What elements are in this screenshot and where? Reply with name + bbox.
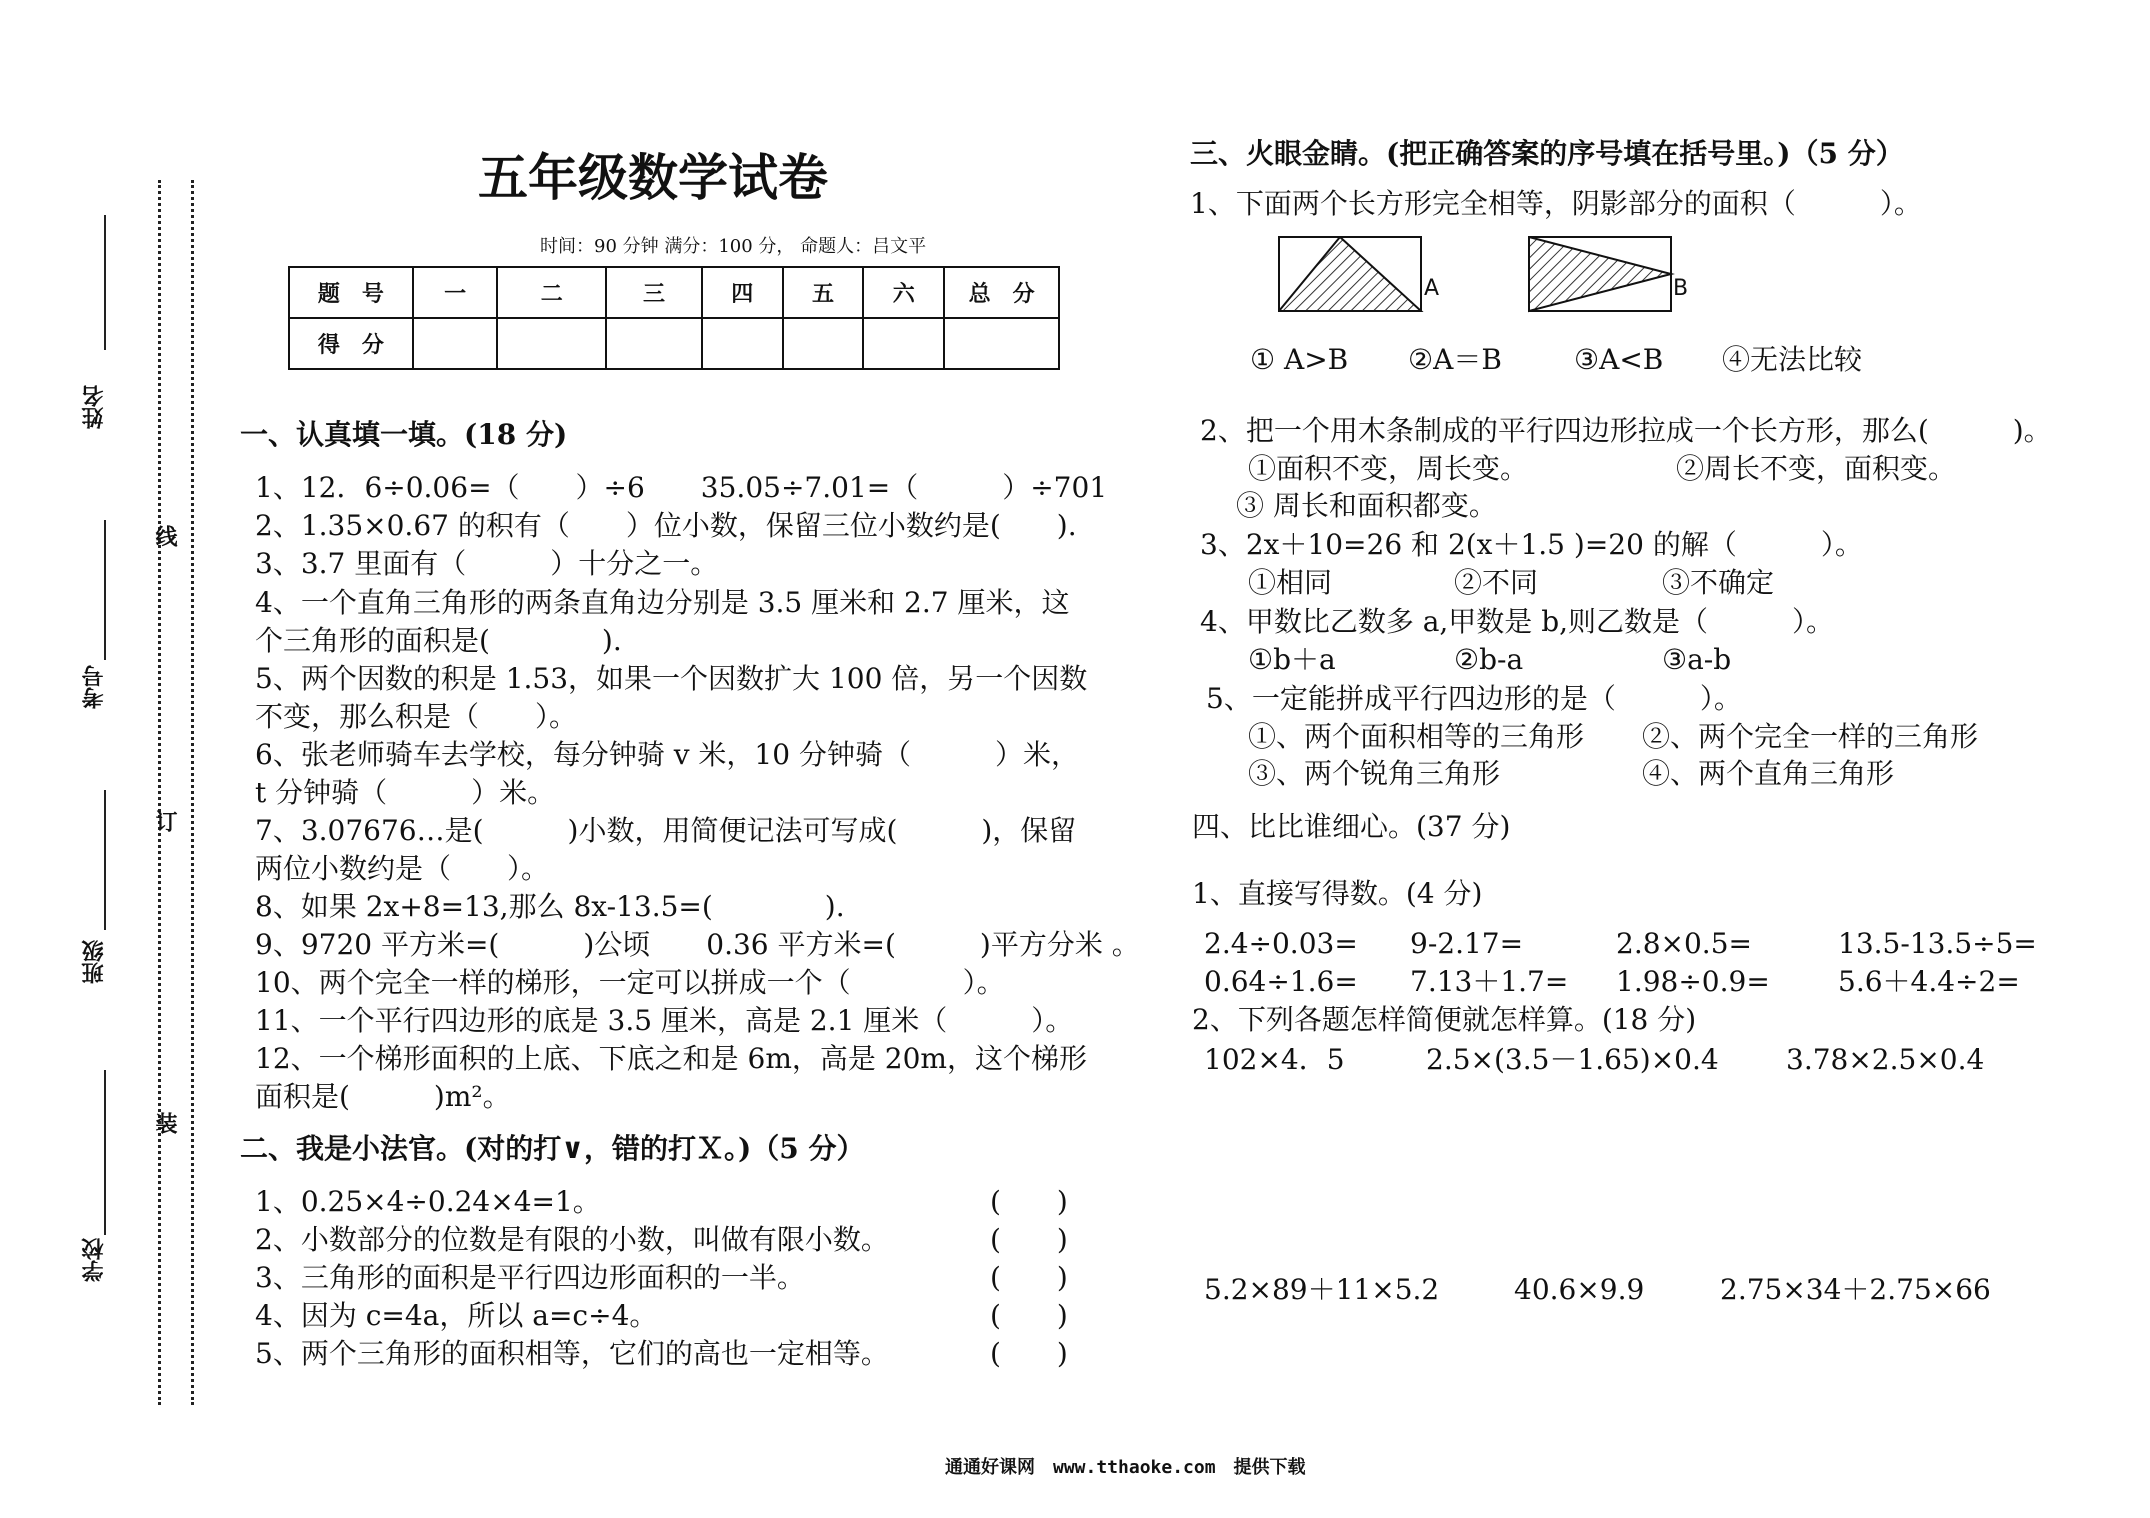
binding-dotted-line-outer — [191, 180, 194, 1405]
score-header-cell: 题 号 — [289, 267, 413, 318]
s1-line: 7、3.07676…是( )小数，用简便记法可写成( )，保留 — [255, 814, 1077, 847]
judge-item: 2、小数部分的位数是有限的小数，叫做有限小数。 — [255, 1223, 889, 1256]
s3-q5: 5、一定能拼成平行四边形的是（ ）。 — [1206, 682, 1742, 715]
s3-q1-option[interactable]: ① A>B — [1250, 343, 1349, 376]
page-title: 五年级数学试卷 — [478, 149, 828, 207]
calc-item: 2.4÷0.03= — [1204, 927, 1358, 960]
s1-line: 1、12．6÷0.06=（ ）÷6 35.05÷7.01=（ ）÷701 — [255, 471, 1108, 504]
judge-answer-paren[interactable]: ( ) — [990, 1337, 1068, 1370]
s1-line: t 分钟骑（ ）米。 — [255, 776, 556, 809]
calc-item: 7.13＋1.7= — [1410, 965, 1569, 998]
figure-label-b: B — [1673, 276, 1689, 301]
judge-item: 4、因为 c=4a，所以 a=c÷4。 — [255, 1299, 658, 1332]
simplify-item: 2.5×(3.5－1.65)×0.4 — [1426, 1043, 1719, 1076]
score-input-cell[interactable] — [606, 318, 702, 369]
rectangle-figure-b — [1528, 236, 1684, 314]
s3-q4-option[interactable]: ②b-a — [1454, 643, 1524, 676]
s3-q3: 3、2x＋10=26 和 2(x＋1.5 )=20 的解（ ）。 — [1200, 528, 1863, 561]
score-header-cell: 总 分 — [944, 267, 1059, 318]
s3-q3-option[interactable]: ②不同 — [1454, 566, 1539, 599]
class-blank — [104, 790, 106, 930]
s1-line: 3、3.7 里面有（ ）十分之一。 — [255, 547, 719, 580]
simplify-item: 5.2×89＋11×5.2 — [1204, 1273, 1440, 1306]
s4-sub2: 2、下列各题怎样简便就怎样算。(18 分) — [1192, 1003, 1697, 1036]
s1-line: 2、1.35×0.67 的积有（ ）位小数，保留三位小数约是( ). — [255, 509, 1077, 542]
section4-heading: 四、比比谁细心。(37 分) — [1192, 810, 1511, 843]
s3-q2-option[interactable]: ②周长不变，面积变。 — [1676, 452, 1957, 485]
judge-item: 1、0.25×4÷0.24×4=1。 — [255, 1185, 601, 1218]
s3-q4-option[interactable]: ①b＋a — [1248, 643, 1336, 676]
class-label: 班级 — [81, 940, 107, 984]
judge-answer-paren[interactable]: ( ) — [990, 1261, 1068, 1294]
s1-line: 5、两个因数的积是 1.53，如果一个因数扩大 100 倍，另一个因数 — [255, 662, 1088, 695]
s3-q5-option[interactable]: ④、两个直角三角形 — [1642, 757, 1895, 790]
section3-heading: 三、火眼金睛。(把正确答案的序号填在括号里。)（5 分） — [1190, 137, 1904, 170]
score-header-cell: 一 — [413, 267, 498, 318]
calc-item: 2.8×0.5= — [1616, 927, 1752, 960]
s3-q3-option[interactable]: ①相同 — [1248, 566, 1333, 599]
binding-dotted-line-inner — [158, 180, 161, 1405]
s3-q2-option[interactable]: ③ 周长和面积都变。 — [1236, 489, 1497, 522]
section1-heading: 一、认真填一填。(18 分) — [240, 418, 568, 451]
score-input-cell[interactable] — [863, 318, 944, 369]
rectangle-figure-a — [1278, 236, 1434, 314]
s1-line: 4、一个直角三角形的两条直角边分别是 3.5 厘米和 2.7 厘米，这 — [255, 586, 1070, 619]
judge-answer-paren[interactable]: ( ) — [990, 1185, 1068, 1218]
s3-q4: 4、甲数比乙数多 a,甲数是 b,则乙数是（ ）。 — [1200, 605, 1835, 638]
s3-q2: 2、把一个用木条制成的平行四边形拉成一个长方形，那么( )。 — [1200, 414, 2052, 447]
s1-line: 10、两个完全一样的梯形，一定可以拼成一个（ ）。 — [255, 966, 1005, 999]
judge-answer-paren[interactable]: ( ) — [990, 1223, 1068, 1256]
judge-answer-paren[interactable]: ( ) — [990, 1299, 1068, 1332]
s1-line: 12、一个梯形面积的上底、下底之和是 6m，高是 20m，这个梯形 — [255, 1042, 1087, 1075]
score-header-cell: 五 — [783, 267, 864, 318]
s1-line: 6、张老师骑车去学校，每分钟骑 v 米，10 分钟骑（ ）米， — [255, 738, 1079, 771]
score-row-label: 得 分 — [289, 318, 413, 369]
s1-line: 两位小数约是（ ）。 — [255, 852, 550, 885]
score-input-cell[interactable] — [944, 318, 1059, 369]
s1-line: 不变，那么积是（ ）。 — [255, 700, 578, 733]
s3-q2-option[interactable]: ①面积不变，周长变。 — [1248, 452, 1529, 485]
school-blank — [104, 1070, 106, 1235]
judge-item: 5、两个三角形的面积相等，它们的高也一定相等。 — [255, 1337, 889, 1370]
s3-q1-option[interactable]: ④无法比较 — [1722, 343, 1863, 376]
simplify-item: 3.78×2.5×0.4 — [1786, 1043, 1985, 1076]
s3-q5-option[interactable]: ②、两个完全一样的三角形 — [1642, 720, 1979, 753]
binding-mark-zhuang: 装 — [152, 1112, 178, 1134]
binding-mark-xian: 线 — [152, 525, 178, 547]
calc-item: 0.64÷1.6= — [1204, 965, 1358, 998]
s1-line: 9、9720 平方米=( )公顷 0.36 平方米=( )平方分米 。 — [255, 928, 1140, 961]
s3-q5-option[interactable]: ①、两个面积相等的三角形 — [1248, 720, 1585, 753]
score-table-header-row — [289, 267, 1059, 318]
number-blank — [104, 520, 106, 660]
s3-q1-option[interactable]: ②A＝B — [1408, 343, 1502, 376]
simplify-item: 2.75×34＋2.75×66 — [1720, 1273, 1991, 1306]
s3-q3-option[interactable]: ③不确定 — [1662, 566, 1775, 599]
score-table — [288, 266, 1060, 370]
binding-mark-ding: 订 — [152, 810, 178, 832]
name-label: 姓名 — [81, 385, 107, 429]
school-label: 学校 — [81, 1238, 107, 1282]
name-blank — [104, 215, 106, 350]
number-label: 考号 — [81, 665, 107, 709]
score-table-score-row — [289, 318, 1059, 369]
score-input-cell[interactable] — [702, 318, 783, 369]
score-input-cell[interactable] — [413, 318, 498, 369]
simplify-item: 102×4．5 — [1204, 1043, 1345, 1076]
score-input-cell[interactable] — [783, 318, 864, 369]
footer-credit: 通通好课网 www.tthaoke.com 提供下载 — [945, 1457, 1306, 1478]
calc-item: 5.6＋4.4÷2= — [1838, 965, 2020, 998]
s1-line: 8、如果 2x+8=13,那么 8x-13.5=( ). — [255, 890, 845, 923]
score-header-cell: 四 — [702, 267, 783, 318]
judge-item: 3、三角形的面积是平行四边形面积的一半。 — [255, 1261, 805, 1294]
s3-q4-option[interactable]: ③a-b — [1662, 643, 1732, 676]
figure-label-a: A — [1424, 276, 1440, 301]
score-input-cell[interactable] — [497, 318, 606, 369]
section2-heading: 二、我是小法官。(对的打∨，错的打Ｘ。)（5 分） — [240, 1132, 865, 1165]
s4-sub1: 1、直接写得数。(4 分) — [1192, 877, 1483, 910]
score-header-cell: 二 — [497, 267, 606, 318]
s1-line: 11、一个平行四边形的底是 3.5 厘米，高是 2.1 厘米（ ）。 — [255, 1004, 1074, 1037]
score-header-cell: 三 — [606, 267, 702, 318]
s3-q1-option[interactable]: ③A<B — [1574, 343, 1664, 376]
calc-item: 13.5-13.5÷5= — [1838, 927, 2037, 960]
calc-item: 1.98÷0.9= — [1616, 965, 1770, 998]
exam-meta: 时间：90 分钟 满分：100 分， 命题人：吕文平 — [540, 236, 927, 257]
s3-q5-option[interactable]: ③、两个锐角三角形 — [1248, 757, 1501, 790]
calc-item: 9-2.17= — [1410, 927, 1524, 960]
score-header-cell: 六 — [863, 267, 944, 318]
simplify-item: 40.6×9.9 — [1514, 1273, 1645, 1306]
s1-line: 面积是( )m²。 — [255, 1080, 511, 1113]
s1-line: 个三角形的面积是( ). — [255, 624, 622, 657]
s3-q1: 1、下面两个长方形完全相等，阴影部分的面积（ ）。 — [1190, 187, 1922, 220]
